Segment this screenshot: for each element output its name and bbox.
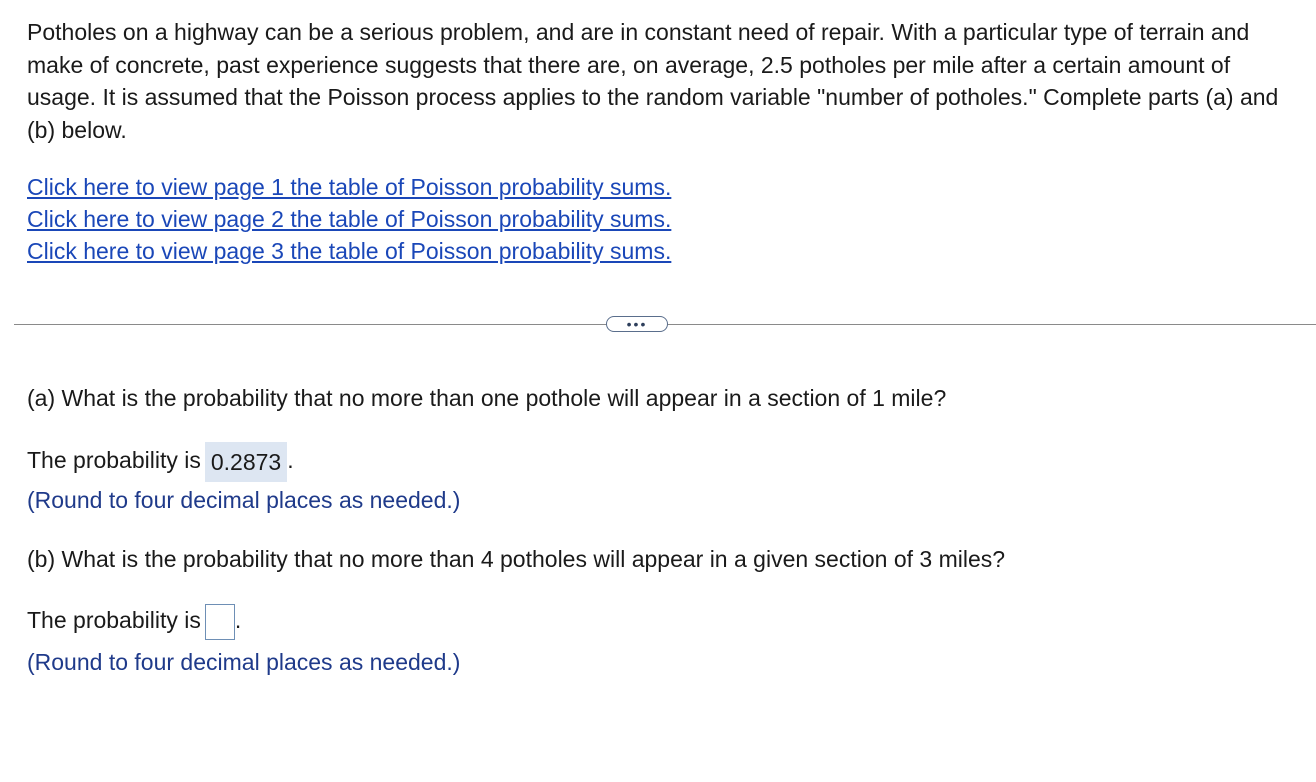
expand-more-button[interactable] <box>606 316 668 332</box>
more-dots-icon: ••• <box>626 316 648 332</box>
part-a-answer-line <box>27 442 294 482</box>
part-b-rounding-hint: (Round to four decimal places as needed.) <box>27 649 461 675</box>
part-b-answer-prefix: The probability is <box>27 607 201 634</box>
part-a-rounding-hint: (Round to four decimal places as needed.) <box>27 487 461 513</box>
part-a-answer-suffix: . <box>287 447 294 474</box>
poisson-table-page-2-link[interactable]: Click here to view page 2 the table of Poisson probability sums. <box>27 206 672 232</box>
part-a-answer-prefix: The probability is <box>27 447 201 474</box>
part-b-answer-line <box>27 604 241 640</box>
part-a-question: (a) What is the probability that no more than one pothole will appear in a section of 1 mile? <box>27 385 947 411</box>
problem-statement: Potholes on a highway can be a serious problem, and are in constant need of repair. With a particular type of terrain and make of concrete, past experience suggests that there are, on average, 2.5 potholes per mile after a certain amount of usage. It is assumed that the Poisson process applies to the random variable "number of potholes." Complete parts (a) and (b) below. <box>27 19 1279 143</box>
part-a-answer-value[interactable]: 0.2873 <box>205 442 287 482</box>
part-b-answer-input[interactable] <box>205 604 235 640</box>
poisson-table-page-1-link[interactable]: Click here to view page 1 the table of Poisson probability sums. <box>27 174 672 200</box>
poisson-table-page-3-link[interactable]: Click here to view page 3 the table of Poisson probability sums. <box>27 238 672 264</box>
poisson-table-links <box>27 171 671 267</box>
part-b-answer-suffix: . <box>234 607 242 634</box>
part-b-question: (b) What is the probability that no more than 4 potholes will appear in a given section of 3 miles? <box>27 546 1006 572</box>
